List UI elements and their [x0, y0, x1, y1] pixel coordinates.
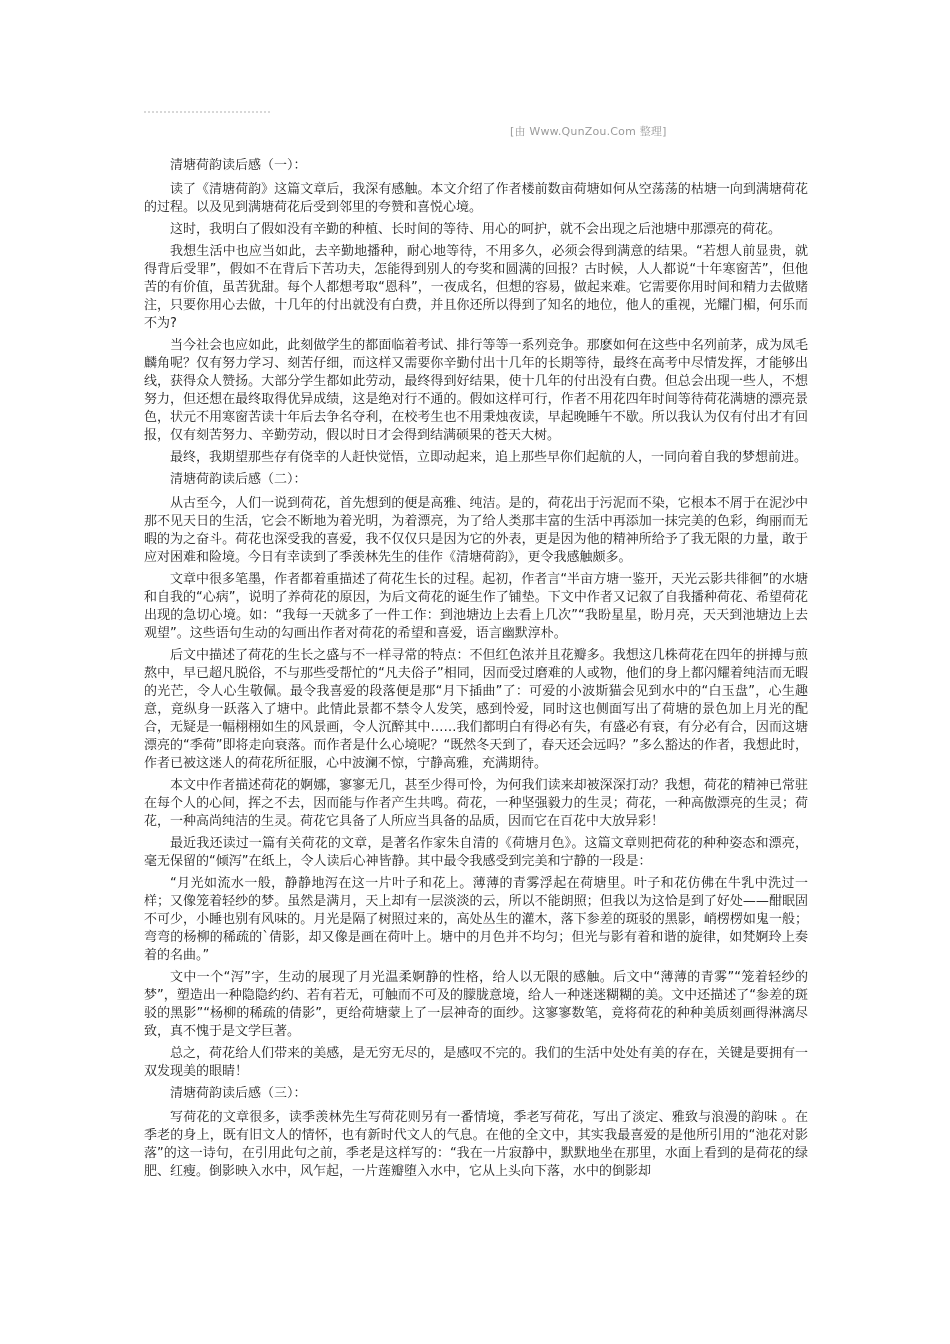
- paragraph: 从古至今，人们一说到荷花，首先想到的便是高雅、纯洁。是的，荷花出于污泥而不染，它根本不屑于在泥沙中那不见天日的生活，它会不断地为着光明，为着漂亮，为了给人类那丰富的生活中再添加一抹完美的色彩，绚丽而无暇的为之奋斗。荷花也深受我的喜爱，我不仅仅只是因为它的外表，更是因为他的精神所给予了我无限的力量，敢于应对困难和险境。今日有幸读到了季羡林先生的佳作《清塘荷韵》，更令我感触颇多。: [144, 496, 808, 565]
- paragraph: 本文中作者描述荷花的婀娜，寥寥无几，甚至少得可怜，为何我们读来却被深深打动？我想，荷花的精神已常驻在每个人的心间，挥之不去，因而能与作者产生共鸣。荷花，一种坚强毅力的生灵；荷花，一种高傲漂亮的生灵；荷花，一种高尚纯洁的生灵。荷花它具备了人所应当具备的品质，因而它在百花中大放异彩！: [144, 778, 808, 829]
- paragraph: 读了《清塘荷韵》这篇文章后，我深有感触。本文介绍了作者楼前数亩荷塘如何从空荡荡的枯塘一向到满塘荷花的过程。以及见到满塘荷花后受到邻里的夸赞和喜悦心境。: [144, 182, 808, 215]
- paragraph: 后文中描述了荷花的生长之盛与不一样寻常的特点：不但红色浓并且花瓣多。我想这几株荷花在四年的拼搏与煎熬中，早已超凡脱俗，不与那些受帮忙的“凡夫俗子”相同，因而受过磨难的人或物，他们的身上都闪耀着纯洁而无暇的光芒，令人心生敬佩。最令我喜爱的段落便是那“月下插曲”了：可爱的小波斯猫会见到水中的“白玉盘”，心生趣意，竟纵身一跃落入了塘中。此情此景都不禁令人发笑，感到怜爱，同时这也侧面写出了荷塘的景色加上月光的配合，无疑是一幅栩栩如生的风景画，令人沉醉其中……我们都明白有得必有失，有盛必有衰，有分必有合，因而这塘漂亮的“季荷”即将走向衰落。而作者是什么心境呢？“既然冬天到了，春天还会远吗？”多么豁达的作者，我想此时，作者已被这迷人的荷花所征服，心中波澜不惊，宁静高雅，充满期待。: [144, 648, 808, 771]
- header-decoration: [144, 111, 270, 121]
- paragraph: 文章中很多笔墨，作者都着重描述了荷花生长的过程。起初，作者言“半亩方塘一鉴开，天光云影共徘徊”的水塘和自我的“心病”，说明了养荷花的原因，为后文荷花的诞生作了铺垫。下文中作者又记叙了自我播种荷花、希望荷花出现的急切心境。如：“我每一天就多了一件工作：到池塘边上去看上几次”“我盼星星，盼月亮，天天到池塘边上去观望”。这些语句生动的勾画出作者对荷花的希望和喜爱，语言幽默淳朴。: [144, 572, 808, 641]
- paragraph: 这时，我明白了假如没有辛勤的种植、长时间的等待、用心的呵护，就不会出现之后池塘中那漂亮的荷花。: [170, 222, 782, 237]
- article-body: [144, 157, 808, 1185]
- paragraph: 最终，我期望那些存有侥幸的人赶快觉悟，立即动起来，追上那些早你们起航的人，一同向着自我的梦想前进。: [170, 450, 808, 465]
- section-heading-3: 清塘荷韵读后感（三）：: [170, 1086, 307, 1101]
- paragraph: 文中一个“泻”字，生动的展现了月光温柔婀静的性格，给人以无限的感触。后文中“薄薄的青雾”“笼着轻纱的梦”，塑造出一种隐隐约约、若有若无，可触而不可及的朦胧意境，给人一种迷迷糊糊的美。文中还描述了“参差的斑驳的黑影”“杨柳的稀疏的倩影”，更给荷塘蒙上了一层神奇的面纱。这寥寥数笔，竟将荷花的种种美质刻画得淋漓尽致，真不愧于是文学巨著。: [144, 970, 808, 1039]
- source-watermark: [由 Www.QunZou.Com 整理]: [510, 125, 667, 138]
- paragraph: 写荷花的文章很多，读季羡林先生写荷花则另有一番情境，季老写荷花，写出了淡定、雅致与浪漫的韵味 。在季老的身上，既有旧文人的情怀，也有新时代文人的气息。在他的全文中，其实我最喜爱的是他所引用的“池花对影落”的这一诗句，在引用此句之前，季老是这样写的：“我在一片寂静中，默默地坐在那里，水面上看到的是荷花的绿肥、红瘦。倒影映入水中，风乍起，一片莲瓣堕入水中，它从上头向下落，水中的倒影却: [144, 1110, 808, 1179]
- paragraph: 我想生活中也应当如此，去辛勤地播种，耐心地等待，不用多久，必须会得到满意的结果。“若想人前显贵，就得背后受罪”，假如不在背后下苦功夫，怎能得到别人的夸奖和圆满的回报？古时候，人人都说“十年寒窗苦”，但他苦的有价值，虽苦犹甜。每个人都想考取“恩科”，一夜成名，但想的容易，做起来难。它需要你用时间和精力去做赌注，只要你用心去做，十几年的付出就没有白费，并且你还所以得到了知名的地位，他人的重视，光耀门楣，何乐而不为?: [144, 244, 808, 331]
- quote-paragraph: “月光如流水一般，静静地泻在这一片叶子和花上。薄薄的青雾浮起在荷塘里。叶子和花仿佛在牛乳中洗过一样；又像笼着轻纱的梦。虽然是满月，天上却有一层淡淡的云，所以不能朗照；但我以为这恰是到了好处——酣眠固不可少，小睡也别有风味的。月光是隔了树照过来的，高处丛生的灌木，落下参差的斑驳的黑影，峭楞楞如鬼一般；弯弯的杨柳的稀疏的`倩影，却又像是画在荷叶上。塘中的月色并不均匀；但光与影有着和谐的旋律，如梵婀玲上奏着的名曲。”: [144, 876, 808, 963]
- paragraph: 总之，荷花给人们带来的美感，是无穷无尽的，是感叹不完的。我们的生活中处处有美的存在，关键是要拥有一双发现美的眼睛！: [144, 1046, 808, 1079]
- paragraph: 当今社会也应如此，此刻做学生的都面临着考试、排行等等一系列竞争。那麽如何在这些中名列前茅，成为凤毛麟角呢？仅有努力学习、刻苦仔细，而这样又需要你辛勤付出十几年的长期等待，最终在高考中尽情发挥，才能够出线，获得众人赞扬。大部分学生都如此劳动，最终得到好结果，使十几年的付出没有白费。但总会出现一些人，不想努力，但还想在最终取得优异成绩，这是绝对行不通的。假如这样可行，作者不用花四年时间等待荷花满塘的漂亮景色，状元不用寒窗苦读十年后去争名夺利，在校考生也不用秉烛夜读，早起晚睡午不歇。所以我认为仅有付出才有回报，仅有刻苦努力、辛勤劳动，假以时日才会得到结满硕果的苍天大树。: [144, 338, 808, 443]
- section-heading-2: 清塘荷韵读后感（二）：: [170, 472, 307, 487]
- section-heading-1: 清塘荷韵读后感（一）：: [170, 158, 307, 173]
- paragraph: 最近我还读过一篇有关荷花的文章，是著名作家朱自清的《荷塘月色》。这篇文章则把荷花的种种姿态和漂亮，毫无保留的“倾泻”在纸上，令人读后心神皆静。其中最令我感受到完美和宁静的一段是：: [144, 836, 808, 869]
